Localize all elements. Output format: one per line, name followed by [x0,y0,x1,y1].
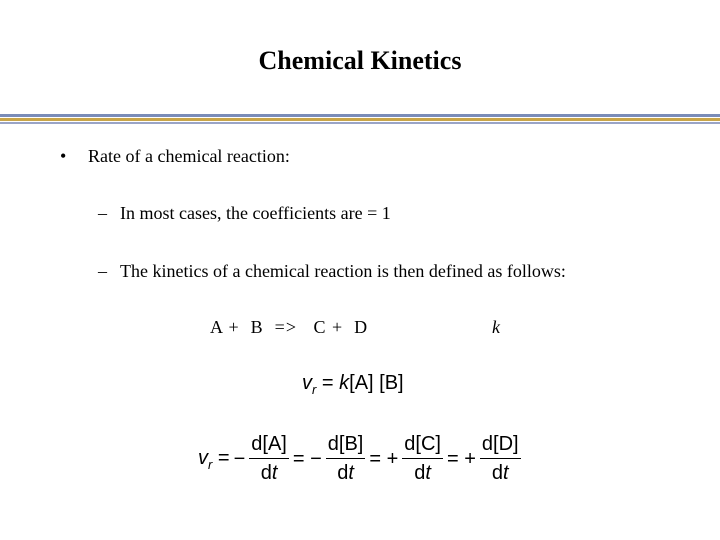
d-symbol: d [260,462,272,484]
numerator: d[D] [480,433,521,459]
term-sign: − [233,447,246,470]
sub-dash: – [98,203,107,223]
denominator [261,459,278,485]
fraction-c [402,433,443,485]
rate-derivative-equation [198,433,523,485]
numerator: d[A] [249,433,289,459]
denominator [337,459,354,485]
rate-symbol: v [302,372,312,394]
sub-item-kinetics [98,261,566,282]
rate-symbol: v [198,446,208,469]
reaction-equation: A + B => C + D [210,317,369,337]
d-symbol: d [491,462,504,484]
sub-item-coefficients [98,203,391,224]
denominator [492,459,509,485]
fraction-a [249,433,289,485]
term-sign: = + [446,447,476,470]
sub-dash: – [98,261,107,281]
term-sign: = + [369,447,399,470]
numerator: d[C] [402,433,443,459]
d-symbol: d [414,462,426,484]
header-rule-gold [0,118,720,121]
t-symbol: t [271,462,278,484]
bullet-item [60,146,290,167]
t-symbol: t [348,462,354,484]
rate-constant: k [339,372,350,394]
bullet-symbol: • [60,146,67,166]
sub-text: The kinetics of a chemical reaction is then defined as follows: [120,261,566,281]
rate-law-equation [302,372,404,397]
equals-sign: = [212,446,230,469]
equals-sign: = [316,372,340,394]
fraction-b [326,433,366,485]
fraction-d [480,433,521,485]
rate-subscript: r [312,382,317,397]
term-sign: = − [292,447,322,470]
rate-constant-label: k [492,317,500,337]
denominator [414,459,431,485]
header-rule-blue [0,114,720,117]
bullet-text: Rate of a chemical reaction: [88,146,290,166]
t-symbol: t [425,462,431,484]
numerator: d[B] [326,433,366,459]
slide-title: Chemical Kinetics [258,46,462,75]
d-symbol: d [337,462,349,484]
sub-text: In most cases, the coefficients are = 1 [120,203,391,223]
equation-lhs [198,447,230,472]
concentration-terms: [A] [B] [349,372,404,394]
header-rule-lightblue [0,122,720,124]
t-symbol: t [503,462,509,484]
rate-subscript: r [208,456,213,472]
